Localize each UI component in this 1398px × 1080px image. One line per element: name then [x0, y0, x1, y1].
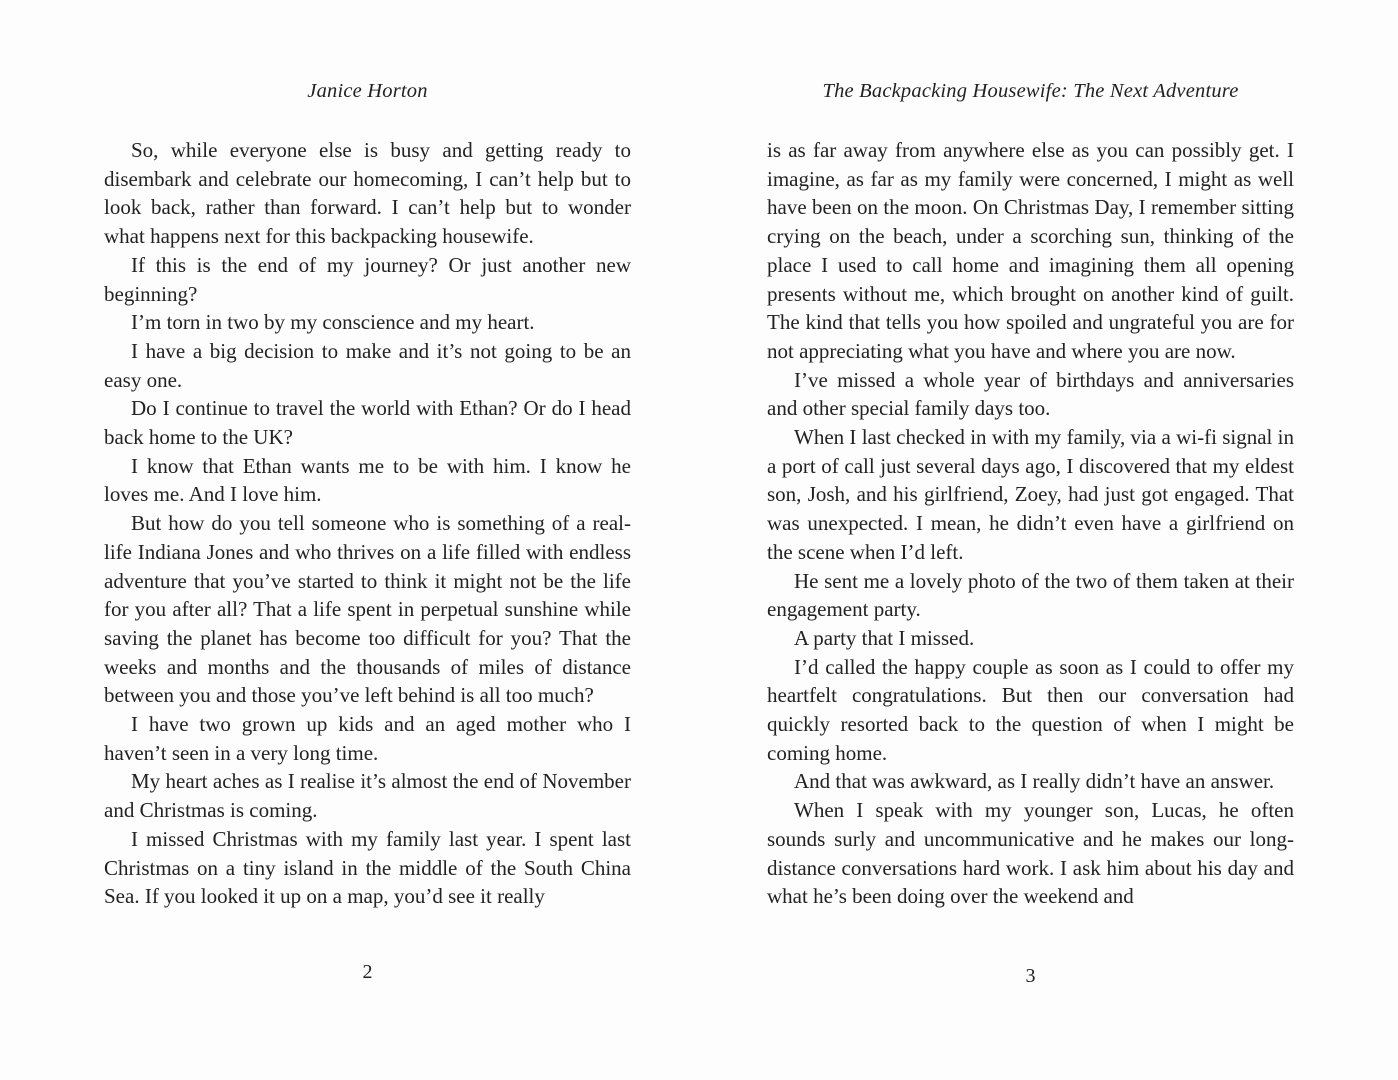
paragraph: I missed Christmas with my family last year. I spent last Christmas on a tiny island in the middle of the South China Sea. If you looked it up on a map, you’d see it really — [104, 826, 631, 909]
paragraph: But how do you tell someone who is something of a real-life Indiana Jones and who thrives on a life filled with endless adventure that you’ve started to think it might not be the life for you after all? That a life spent in perpetual sunshine while saving the planet has become too difficult for you? That the weeks and months and the thousands of miles of distance between you and those you’ve left behind is all too much? — [104, 511, 631, 708]
page-body-right — [767, 136, 1294, 911]
running-head-author: Janice Horton — [307, 80, 428, 102]
paragraph: So, while everyone else is busy and getting ready to disembark and celebrate our homecoming, I can’t help but to look back, rather than forward. I can’t help but to wonder what happens next for this backpacking housewife. — [104, 138, 631, 249]
paragraph: I know that Ethan wants me to be with him. I know he loves me. And I love him. — [104, 453, 631, 507]
paragraph: I’ve missed a whole year of birthdays and anniversaries and other special family days too. — [767, 367, 1294, 421]
paragraph: is as far away from anywhere else as you can possibly get. I imagine, as far as my family were concerned, I might as well have been on the moon. On Christmas Day, I remember sitting crying on the beach, under a scorching sun, thinking of the place I used to call home and imagining them all opening presents without me, which brought on another kind of guilt. The kind that tells you how spoiled and ungrateful you are for not appreciating what you have and where you are now. — [767, 138, 1294, 363]
paragraph: He sent me a lovely photo of the two of them taken at their engagement party. — [767, 568, 1294, 622]
paragraph: I have a big decision to make and it’s not going to be an easy one. — [104, 338, 631, 392]
page-right — [767, 0, 1294, 1080]
page-body-left — [104, 136, 631, 911]
page-left — [104, 0, 631, 1080]
page-number-left: 2 — [362, 961, 373, 983]
paragraph: If this is the end of my journey? Or just another new beginning? — [104, 252, 631, 306]
paragraph: When I speak with my younger son, Lucas, he often sounds surly and uncommunicative and he makes our long-distance conversations hard work. I ask him about his day and what he’s been doing over the weekend and — [767, 798, 1294, 909]
paragraph: And that was awkward, as I really didn’t have an answer. — [794, 769, 1275, 794]
page-number-right: 3 — [1025, 965, 1036, 987]
paragraph: I have two grown up kids and an aged mother who I haven’t seen in a very long time. — [104, 712, 631, 765]
paragraph: My heart aches as I realise it’s almost the end of November and Christmas is coming. — [104, 769, 631, 823]
paragraph: Do I continue to travel the world with Ethan? Or do I head back home to the UK? — [104, 396, 631, 450]
paragraph: I’d called the happy couple as soon as I could to offer my heartfelt congratulations. But then our conversation had quickly resorted back to the question of when I might be coming home. — [767, 654, 1294, 765]
running-head-title: The Backpacking Housewife: The Next Adventure — [822, 80, 1239, 102]
paragraph: I’m torn in two by my conscience and my heart. — [131, 310, 535, 335]
paragraph: When I last checked in with my family, via a wi-fi signal in a port of call just several days ago, I discovered that my eldest son, Josh, and his girlfriend, Zoey, had just got engaged. That was unexpected. I mean, he didn’t even have a girlfriend on the scene when I’d left. — [767, 425, 1294, 564]
paragraph: A party that I missed. — [794, 625, 975, 650]
